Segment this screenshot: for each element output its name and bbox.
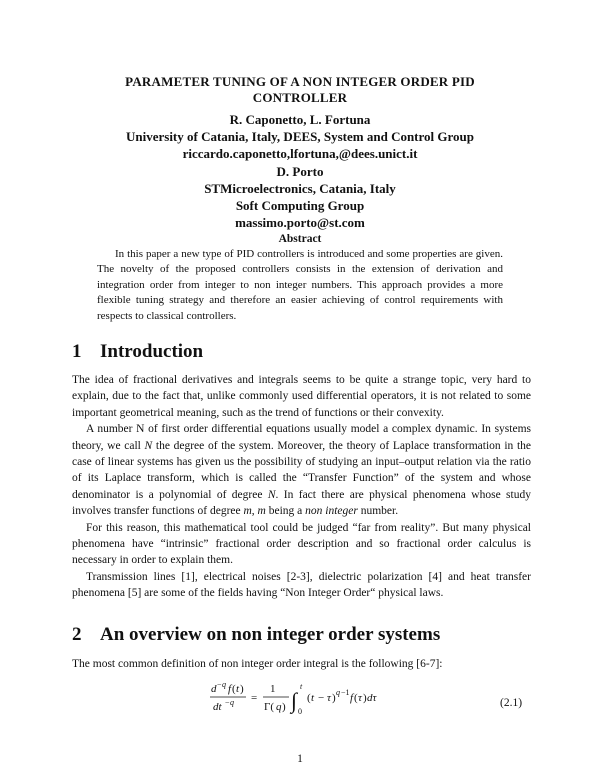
abstract-heading: Abstract <box>278 233 322 245</box>
section-1-body <box>72 372 531 602</box>
intro-paragraph-2: A number N of first order differential equations usually model a complex dynamic. In systems theory, we call N the degree of the system. Moreover, the theory of Laplace transformation in the case of linear systems has given us the possibility of studying an input–output relation via the ratio of its Laplace transform, which is called the “Transfer Function” of the system and whose denominator is a polynomial of degree N. In fact there are physical phenomena whose study involves transfer functions of degree m, m being a non integer number. <box>72 423 531 518</box>
svg-text:d: d <box>211 683 217 695</box>
svg-text:−: − <box>318 692 325 704</box>
paper-title <box>0 74 600 106</box>
abstract-text: In this paper a new type of PID controllers is introduced and some properties are given. The novelty of the proposed controllers consists in the extension of derivation and integration order from integer to non integer numbers. This approach provides a more flexible tuning strategy and therefore an easier achieving of control requirements with respects to classical controllers. <box>97 248 503 322</box>
svg-text:q: q <box>222 680 226 689</box>
author-names-2: D. Porto <box>276 163 324 179</box>
svg-text:f: f <box>228 683 232 695</box>
abstract-body <box>97 247 503 324</box>
svg-text:t: t <box>300 682 303 691</box>
affiliation-2: STMicroelectronics, Catania, Italy <box>204 180 396 196</box>
page-number: 1 <box>297 753 303 765</box>
intro-paragraph-1: The idea of fractional derivatives and integrals seems to be quite a strange topic, very hard to explain, due to the fact that, unlike commonly used differential operators, it is not related to some important geometrical meaning, such as the trend of functions or their convexity. <box>72 374 531 419</box>
title-line-1: PARAMETER TUNING OF A NON INTEGER ORDER PID <box>125 74 475 89</box>
svg-text:=: = <box>251 692 258 704</box>
svg-text:1: 1 <box>270 683 276 695</box>
svg-text:): ) <box>282 701 286 713</box>
svg-text:−: − <box>217 680 222 689</box>
author-block <box>0 111 600 231</box>
title-line-2: CONTROLLER <box>252 90 348 105</box>
svg-text:dt: dt <box>213 701 222 713</box>
svg-text:): ) <box>240 683 244 695</box>
svg-text:q: q <box>230 698 234 707</box>
section-1-heading <box>72 341 203 363</box>
section-2-title: An overview on non integer order systems <box>100 624 441 645</box>
svg-text:): ) <box>363 692 367 704</box>
svg-text:τ: τ <box>327 692 331 704</box>
svg-text:−1: −1 <box>341 688 350 697</box>
email-1: riccardo.caponetto,lfortuna,@dees.unict.it <box>182 146 418 162</box>
svg-text:t: t <box>311 692 315 704</box>
intro-paragraph-3: For this reason, this mathematical tool could be judged “far from reality”. But many physical phenomena have “intrinsic” fractional order description and so fractional order calculus is necessary in order to explain them. <box>72 521 531 567</box>
section-2-intro: The most common definition of non integer order integral is the following [6-7]: <box>72 658 443 670</box>
svg-text:dτ: dτ <box>367 692 377 704</box>
email-2: massimo.porto@st.com <box>235 215 365 231</box>
svg-text:q: q <box>276 701 282 713</box>
svg-text:τ: τ <box>358 692 362 704</box>
section-2-number: 2 <box>72 624 82 645</box>
section-2-heading <box>72 624 440 646</box>
svg-text:q: q <box>336 688 340 697</box>
equation-number: (2.1) <box>500 697 523 709</box>
svg-text:−: − <box>225 698 230 707</box>
affiliation-group-2: Soft Computing Group <box>235 198 365 214</box>
intro-paragraph-4: Transmission lines [1], electrical noises [2-3], dielectric polarization [4] and heat transfer phenomena [5] are some of the fields having “Non Integer Order“ physical laws. <box>72 570 531 600</box>
section-1-title: Introduction <box>100 341 204 362</box>
svg-text:f: f <box>350 692 354 704</box>
affiliation-1: University of Catania, Italy, DEES, System and Control Group <box>125 129 475 145</box>
svg-text:): ) <box>332 692 336 704</box>
svg-text:(: ( <box>307 692 311 704</box>
svg-text:Γ(: Γ( <box>264 701 275 713</box>
svg-text:(: ( <box>232 683 236 695</box>
svg-text:∫: ∫ <box>291 688 298 713</box>
svg-text:0: 0 <box>298 707 302 716</box>
svg-text:t: t <box>236 683 240 695</box>
author-names-1: R. Caponetto, L. Fortuna <box>229 112 371 127</box>
svg-text:(: ( <box>354 692 358 704</box>
section-1-number: 1 <box>72 341 82 362</box>
